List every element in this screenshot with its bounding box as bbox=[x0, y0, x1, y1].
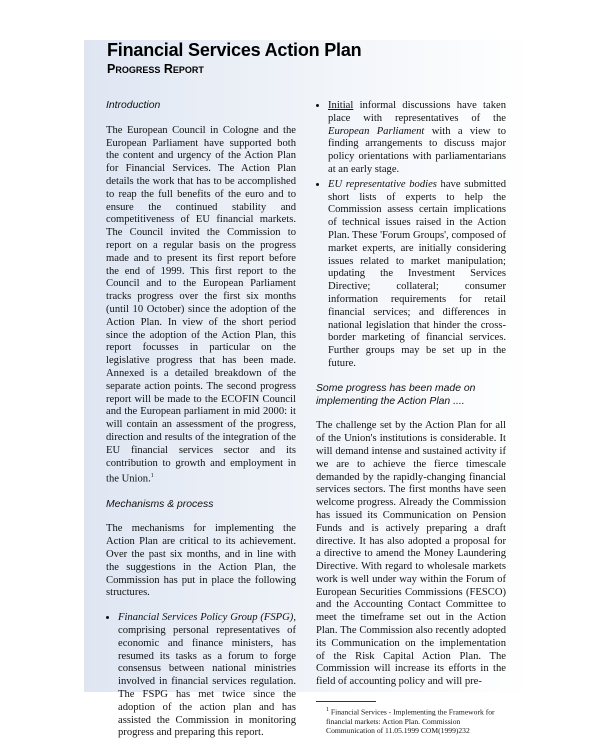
list-item: • EU representative bodies have submitted short lists of experts to help the Commission assess certain implications of technical issues raised in the Action Plan. These 'Forum Groups', composed of market experts, are initially considering issues related to market manipulation; updating the Investment Services Directive; collateral; consumer information requirements for retail financial services; and differences in national legislation that hinder the cross-border marketing of financial services. Further groups may be set up in the future. bbox=[328, 179, 506, 371]
progress-heading: Some progress has been made on implementing the Action Plan .... bbox=[316, 382, 476, 407]
document-subtitle: Progress Report bbox=[107, 62, 204, 76]
right-column bbox=[316, 100, 506, 736]
footnote-reference: 1 bbox=[150, 473, 154, 480]
mechanisms-paragraph: The mechanisms for implementing the Action Plan are critical to its achievement. Over the past six months, and in line with the suggestions in the Action Plan, the Commission has put in place the following structures. bbox=[106, 523, 296, 599]
progress-paragraph: The challenge set by the Action Plan for all of the Union's institutions is considerable. It will demand intense and sustained activity if we are to achieve the fierce timescale demanded by the rapidly-changing financial services sectors. The first months have seen welcome progress. Already the Commission has issued its Communication on Pension Funds and is actively preparing a draft directive. It has also adopted a proposal for a directive to amend the Money Laundering Directive. With regard to wholesale markets work is well under way within the Forum of European Securities Commissions (FESCO) and the Accounting Contact Committee to meet the timeframe set out in the Action Plan. The Commission also recently adopted its Communication on the implementation of the Risk Capital Action Plan. The Commission will increase its efforts in the field of accounting policy and will pre- bbox=[316, 420, 506, 688]
footnote-divider bbox=[316, 701, 376, 702]
list-item: • Financial Services Policy Group (FSPG), comprising personal representatives of economic and finance ministers, has resumed its tasks as a forum to forge consensus between national ministries involved in financial services regulation. The FSPG has met twice since the adoption of the action plan and has assisted the Commission in monitoring progress and preparing this report. bbox=[118, 612, 296, 740]
document-title: Financial Services Action Plan bbox=[107, 40, 362, 60]
footnote: $^1$ Financial Services - Implementing the Framework for financial markets: Action Plan. Commission Communication of 11.05.1999 COM(1999)232 bbox=[326, 707, 495, 736]
introduction-heading: Introduction bbox=[106, 100, 161, 111]
structures-list bbox=[106, 612, 296, 740]
introduction-paragraph: The European Council in Cologne and the European Parliament have supported both the content and urgency of the Action Plan for Financial Services. The Action Plan details the work that has to be accomplished to reap the full benefits of the euro and to ensure the continued stability and competitiveness of EU financial markets. The Council invited the Commission to report on a regular basis on the progress made and to present its first report before the end of 1999. This first report to the Council and to the European Parliament tracks progress over the first six months (until 10 October) since the adoption of the Action Plan. In view of the short period since the adoption of the Action Plan, this report focusses in particular on the legislative progress that has been made. Annexed is a detailed breakdown of the separate action points. The second progress report will be made to the ECOFIN Council and the European parliament in mid 2000: it will contain an assessment of the progress, direction and results of the integration of the EU financial services sector and its contribution to growth and employment in the Union.$^1$ bbox=[106, 124, 296, 485]
list-item: • Initial informal discussions have taken place with representatives of the European Parliament with a view to finding arrangements to discuss major policy orientations with parliamentarians at an early stage. bbox=[328, 100, 506, 177]
structures-list-continued bbox=[316, 100, 506, 371]
mechanisms-heading: Mechanisms & process bbox=[106, 498, 214, 510]
left-column bbox=[106, 100, 296, 752]
document-page bbox=[84, 40, 530, 739]
